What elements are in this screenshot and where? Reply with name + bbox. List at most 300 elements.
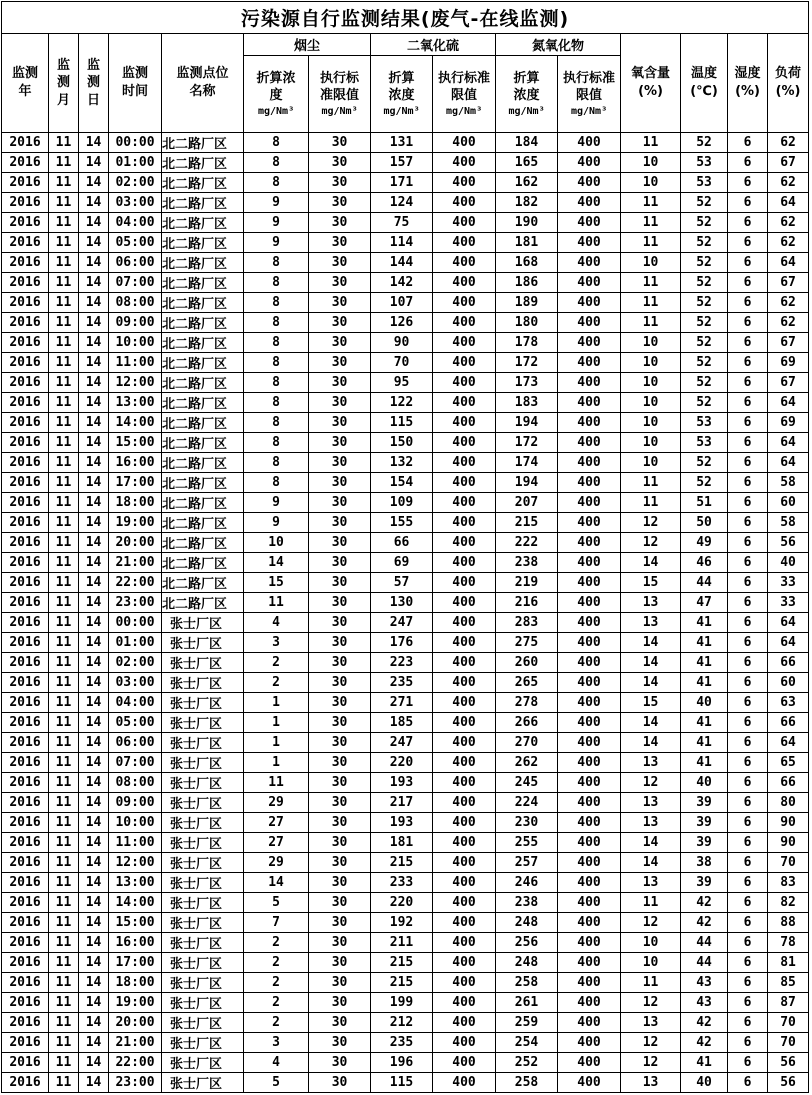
table-row [2, 813, 809, 833]
cell-day: 14 [79, 253, 109, 273]
cell-temp: 52 [681, 233, 728, 253]
cell-so2-limit: 400 [433, 533, 496, 553]
cell-time: 07:00 [109, 753, 162, 773]
cell-so2-limit: 400 [433, 273, 496, 293]
cell-year: 2016 [2, 413, 49, 433]
col-time-header: 监测时间 [109, 34, 162, 133]
cell-month: 11 [49, 793, 79, 813]
col-load-header: 负荷(%) [768, 34, 809, 133]
cell-load: 90 [768, 813, 809, 833]
cell-nox-limit: 400 [558, 653, 621, 673]
cell-site: 张士厂区 [162, 693, 244, 713]
cell-nox-conc: 219 [496, 573, 558, 593]
cell-site: 张士厂区 [162, 793, 244, 813]
cell-dust-conc: 11 [244, 593, 309, 613]
cell-nox-limit: 400 [558, 173, 621, 193]
cell-dust-conc: 1 [244, 753, 309, 773]
cell-nox-conc: 222 [496, 533, 558, 553]
cell-humidity: 6 [728, 533, 768, 553]
cell-time: 22:00 [109, 1053, 162, 1073]
cell-so2-limit: 400 [433, 693, 496, 713]
cell-temp: 53 [681, 413, 728, 433]
cell-day: 14 [79, 573, 109, 593]
cell-year: 2016 [2, 773, 49, 793]
cell-site: 北二路厂区 [162, 153, 244, 173]
cell-nox-limit: 400 [558, 753, 621, 773]
cell-site: 北二路厂区 [162, 293, 244, 313]
cell-dust-limit: 30 [309, 953, 371, 973]
cell-so2-conc: 132 [371, 453, 433, 473]
cell-month: 11 [49, 353, 79, 373]
cell-humidity: 6 [728, 333, 768, 353]
cell-time: 02:00 [109, 173, 162, 193]
cell-year: 2016 [2, 353, 49, 373]
cell-nox-limit: 400 [558, 233, 621, 253]
cell-nox-conc: 207 [496, 493, 558, 513]
cell-time: 04:00 [109, 213, 162, 233]
cell-dust-limit: 30 [309, 1033, 371, 1053]
cell-site: 张士厂区 [162, 913, 244, 933]
table-row [2, 473, 809, 493]
col-day-header: 监测日 [79, 34, 109, 133]
table-row [2, 413, 809, 433]
cell-so2-limit: 400 [433, 433, 496, 453]
cell-humidity: 6 [728, 753, 768, 773]
cell-dust-limit: 30 [309, 493, 371, 513]
cell-so2-limit: 400 [433, 133, 496, 153]
cell-load: 64 [768, 453, 809, 473]
cell-day: 14 [79, 953, 109, 973]
cell-dust-limit: 30 [309, 773, 371, 793]
cell-nox-limit: 400 [558, 333, 621, 353]
cell-dust-limit: 30 [309, 693, 371, 713]
cell-temp: 42 [681, 893, 728, 913]
cell-day: 14 [79, 493, 109, 513]
cell-oxygen: 13 [621, 1013, 681, 1033]
cell-month: 11 [49, 293, 79, 313]
cell-temp: 43 [681, 973, 728, 993]
cell-so2-conc: 142 [371, 273, 433, 293]
cell-nox-conc: 174 [496, 453, 558, 473]
cell-day: 14 [79, 133, 109, 153]
cell-time: 22:00 [109, 573, 162, 593]
cell-load: 70 [768, 1033, 809, 1053]
monitoring-table [1, 1, 809, 1093]
cell-time: 09:00 [109, 313, 162, 333]
cell-humidity: 6 [728, 253, 768, 273]
cell-nox-limit: 400 [558, 1013, 621, 1033]
cell-so2-limit: 400 [433, 473, 496, 493]
cell-so2-limit: 400 [433, 573, 496, 593]
cell-nox-limit: 400 [558, 973, 621, 993]
cell-site: 张士厂区 [162, 633, 244, 653]
cell-temp: 40 [681, 1073, 728, 1093]
cell-nox-conc: 265 [496, 673, 558, 693]
cell-temp: 42 [681, 913, 728, 933]
table-row [2, 713, 809, 733]
cell-so2-conc: 193 [371, 773, 433, 793]
cell-month: 11 [49, 733, 79, 753]
cell-nox-conc: 165 [496, 153, 558, 173]
cell-month: 11 [49, 173, 79, 193]
table-row [2, 573, 809, 593]
cell-nox-limit: 400 [558, 513, 621, 533]
cell-dust-conc: 4 [244, 1053, 309, 1073]
cell-site: 北二路厂区 [162, 133, 244, 153]
cell-nox-limit: 400 [558, 633, 621, 653]
cell-humidity: 6 [728, 773, 768, 793]
cell-day: 14 [79, 453, 109, 473]
cell-oxygen: 11 [621, 493, 681, 513]
cell-load: 90 [768, 833, 809, 853]
cell-month: 11 [49, 853, 79, 873]
cell-oxygen: 15 [621, 693, 681, 713]
cell-month: 11 [49, 973, 79, 993]
cell-site: 张士厂区 [162, 993, 244, 1013]
cell-so2-limit: 400 [433, 1073, 496, 1093]
cell-temp: 53 [681, 153, 728, 173]
cell-so2-limit: 400 [433, 1053, 496, 1073]
cell-so2-conc: 199 [371, 993, 433, 1013]
cell-nox-conc: 258 [496, 1073, 558, 1093]
cell-nox-limit: 400 [558, 553, 621, 573]
cell-nox-conc: 181 [496, 233, 558, 253]
cell-day: 14 [79, 653, 109, 673]
cell-nox-limit: 400 [558, 533, 621, 553]
cell-so2-limit: 400 [433, 333, 496, 353]
cell-so2-limit: 400 [433, 913, 496, 933]
cell-dust-conc: 3 [244, 633, 309, 653]
cell-nox-conc: 283 [496, 613, 558, 633]
cell-time: 06:00 [109, 733, 162, 753]
cell-oxygen: 12 [621, 993, 681, 1013]
cell-dust-conc: 9 [244, 493, 309, 513]
cell-oxygen: 10 [621, 253, 681, 273]
cell-load: 62 [768, 213, 809, 233]
cell-dust-limit: 30 [309, 533, 371, 553]
cell-dust-conc: 4 [244, 613, 309, 633]
cell-humidity: 6 [728, 213, 768, 233]
cell-so2-limit: 400 [433, 193, 496, 213]
cell-nox-conc: 248 [496, 953, 558, 973]
cell-load: 88 [768, 913, 809, 933]
cell-so2-conc: 235 [371, 673, 433, 693]
cell-so2-conc: 271 [371, 693, 433, 713]
cell-load: 56 [768, 1053, 809, 1073]
cell-nox-conc: 275 [496, 633, 558, 653]
cell-dust-conc: 8 [244, 293, 309, 313]
cell-so2-limit: 400 [433, 873, 496, 893]
cell-nox-conc: 261 [496, 993, 558, 1013]
cell-humidity: 6 [728, 233, 768, 253]
cell-time: 02:00 [109, 653, 162, 673]
cell-nox-conc: 180 [496, 313, 558, 333]
cell-oxygen: 14 [621, 673, 681, 693]
cell-so2-conc: 233 [371, 873, 433, 893]
cell-oxygen: 13 [621, 593, 681, 613]
cell-month: 11 [49, 393, 79, 413]
cell-load: 58 [768, 473, 809, 493]
cell-so2-conc: 130 [371, 593, 433, 613]
cell-site: 张士厂区 [162, 713, 244, 733]
cell-site: 北二路厂区 [162, 513, 244, 533]
cell-year: 2016 [2, 993, 49, 1013]
table-row [2, 653, 809, 673]
cell-nox-conc: 215 [496, 513, 558, 533]
cell-nox-conc: 172 [496, 353, 558, 373]
cell-oxygen: 12 [621, 533, 681, 553]
cell-dust-limit: 30 [309, 813, 371, 833]
cell-so2-conc: 75 [371, 213, 433, 233]
cell-dust-limit: 30 [309, 913, 371, 933]
cell-dust-conc: 8 [244, 473, 309, 493]
nox-conc-header [496, 56, 558, 133]
cell-load: 33 [768, 593, 809, 613]
cell-nox-limit: 400 [558, 773, 621, 793]
cell-load: 81 [768, 953, 809, 973]
cell-so2-conc: 176 [371, 633, 433, 653]
table-row [2, 993, 809, 1013]
cell-nox-limit: 400 [558, 493, 621, 513]
cell-humidity: 6 [728, 393, 768, 413]
cell-nox-limit: 400 [558, 593, 621, 613]
cell-so2-limit: 400 [433, 793, 496, 813]
cell-load: 66 [768, 773, 809, 793]
cell-oxygen: 11 [621, 193, 681, 213]
cell-nox-conc: 186 [496, 273, 558, 293]
cell-so2-limit: 400 [433, 413, 496, 433]
cell-site: 北二路厂区 [162, 353, 244, 373]
cell-oxygen: 12 [621, 773, 681, 793]
cell-year: 2016 [2, 453, 49, 473]
cell-temp: 49 [681, 533, 728, 553]
cell-dust-conc: 3 [244, 1033, 309, 1053]
cell-site: 北二路厂区 [162, 253, 244, 273]
cell-year: 2016 [2, 633, 49, 653]
cell-temp: 47 [681, 593, 728, 613]
cell-oxygen: 10 [621, 173, 681, 193]
cell-time: 03:00 [109, 673, 162, 693]
table-row [2, 1073, 809, 1093]
cell-temp: 41 [681, 673, 728, 693]
cell-so2-conc: 109 [371, 493, 433, 513]
cell-humidity: 6 [728, 513, 768, 533]
cell-site: 张士厂区 [162, 653, 244, 673]
cell-oxygen: 14 [621, 713, 681, 733]
cell-load: 80 [768, 793, 809, 813]
cell-year: 2016 [2, 873, 49, 893]
cell-humidity: 6 [728, 893, 768, 913]
cell-dust-conc: 8 [244, 273, 309, 293]
cell-dust-limit: 30 [309, 153, 371, 173]
cell-day: 14 [79, 473, 109, 493]
cell-so2-conc: 171 [371, 173, 433, 193]
cell-year: 2016 [2, 593, 49, 613]
table-row [2, 333, 809, 353]
cell-load: 62 [768, 173, 809, 193]
cell-temp: 52 [681, 193, 728, 213]
cell-dust-limit: 30 [309, 513, 371, 533]
cell-nox-conc: 178 [496, 333, 558, 353]
cell-so2-limit: 400 [433, 553, 496, 573]
cell-dust-limit: 30 [309, 233, 371, 253]
cell-month: 11 [49, 513, 79, 533]
cell-dust-conc: 10 [244, 533, 309, 553]
cell-oxygen: 10 [621, 413, 681, 433]
cell-nox-conc: 224 [496, 793, 558, 813]
cell-day: 14 [79, 833, 109, 853]
cell-day: 14 [79, 993, 109, 1013]
cell-site: 张士厂区 [162, 613, 244, 633]
cell-so2-limit: 400 [433, 293, 496, 313]
cell-time: 17:00 [109, 473, 162, 493]
cell-month: 11 [49, 913, 79, 933]
cell-day: 14 [79, 773, 109, 793]
col-month-header: 监测月 [49, 34, 79, 133]
cell-time: 11:00 [109, 353, 162, 373]
cell-nox-limit: 400 [558, 853, 621, 873]
cell-month: 11 [49, 1053, 79, 1073]
cell-year: 2016 [2, 293, 49, 313]
cell-humidity: 6 [728, 653, 768, 673]
cell-time: 10:00 [109, 333, 162, 353]
cell-dust-conc: 5 [244, 1073, 309, 1093]
cell-time: 21:00 [109, 553, 162, 573]
cell-site: 张士厂区 [162, 733, 244, 753]
cell-dust-limit: 30 [309, 753, 371, 773]
cell-so2-conc: 66 [371, 533, 433, 553]
cell-humidity: 6 [728, 813, 768, 833]
cell-so2-conc: 212 [371, 1013, 433, 1033]
dust-limit-label: 执行标准限值 [320, 70, 360, 104]
cell-month: 11 [49, 633, 79, 653]
table-row [2, 173, 809, 193]
cell-oxygen: 11 [621, 133, 681, 153]
cell-oxygen: 11 [621, 893, 681, 913]
cell-month: 11 [49, 413, 79, 433]
cell-temp: 52 [681, 453, 728, 473]
cell-so2-limit: 400 [433, 513, 496, 533]
cell-dust-limit: 30 [309, 733, 371, 753]
cell-year: 2016 [2, 273, 49, 293]
cell-nox-conc: 266 [496, 713, 558, 733]
cell-month: 11 [49, 593, 79, 613]
cell-nox-conc: 162 [496, 173, 558, 193]
cell-dust-limit: 30 [309, 593, 371, 613]
cell-time: 16:00 [109, 933, 162, 953]
cell-nox-conc: 230 [496, 813, 558, 833]
cell-month: 11 [49, 553, 79, 573]
cell-time: 17:00 [109, 953, 162, 973]
cell-so2-limit: 400 [433, 1033, 496, 1053]
cell-dust-conc: 1 [244, 733, 309, 753]
cell-oxygen: 11 [621, 973, 681, 993]
cell-year: 2016 [2, 493, 49, 513]
cell-so2-conc: 122 [371, 393, 433, 413]
table-row [2, 253, 809, 273]
cell-dust-limit: 30 [309, 393, 371, 413]
cell-dust-conc: 8 [244, 393, 309, 413]
cell-nox-conc: 270 [496, 733, 558, 753]
cell-dust-limit: 30 [309, 553, 371, 573]
cell-year: 2016 [2, 193, 49, 213]
cell-dust-limit: 30 [309, 873, 371, 893]
cell-year: 2016 [2, 133, 49, 153]
cell-year: 2016 [2, 693, 49, 713]
cell-humidity: 6 [728, 1073, 768, 1093]
cell-temp: 42 [681, 1013, 728, 1033]
cell-month: 11 [49, 213, 79, 233]
col-temp-header: 温度(℃) [681, 34, 728, 133]
cell-day: 14 [79, 553, 109, 573]
cell-dust-limit: 30 [309, 793, 371, 813]
cell-nox-conc: 238 [496, 553, 558, 573]
cell-site: 北二路厂区 [162, 193, 244, 213]
cell-year: 2016 [2, 673, 49, 693]
cell-year: 2016 [2, 533, 49, 553]
cell-temp: 52 [681, 253, 728, 273]
cell-oxygen: 12 [621, 1053, 681, 1073]
cell-dust-conc: 14 [244, 553, 309, 573]
cell-time: 19:00 [109, 993, 162, 1013]
cell-temp: 52 [681, 293, 728, 313]
cell-dust-limit: 30 [309, 453, 371, 473]
cell-humidity: 6 [728, 553, 768, 573]
cell-oxygen: 11 [621, 313, 681, 333]
cell-site: 张士厂区 [162, 773, 244, 793]
cell-time: 00:00 [109, 133, 162, 153]
cell-year: 2016 [2, 1013, 49, 1033]
cell-month: 11 [49, 453, 79, 473]
cell-day: 14 [79, 813, 109, 833]
cell-so2-limit: 400 [433, 813, 496, 833]
cell-load: 58 [768, 513, 809, 533]
table-row [2, 533, 809, 553]
cell-month: 11 [49, 873, 79, 893]
cell-dust-conc: 8 [244, 313, 309, 333]
cell-temp: 38 [681, 853, 728, 873]
cell-oxygen: 10 [621, 393, 681, 413]
cell-month: 11 [49, 373, 79, 393]
so2-limit-header [433, 56, 496, 133]
cell-dust-limit: 30 [309, 293, 371, 313]
cell-temp: 44 [681, 573, 728, 593]
cell-so2-limit: 400 [433, 213, 496, 233]
cell-temp: 46 [681, 553, 728, 573]
cell-time: 01:00 [109, 633, 162, 653]
cell-year: 2016 [2, 733, 49, 753]
cell-humidity: 6 [728, 493, 768, 513]
table-row [2, 393, 809, 413]
col-humidity-header: 湿度(%) [728, 34, 768, 133]
cell-so2-conc: 114 [371, 233, 433, 253]
cell-site: 北二路厂区 [162, 473, 244, 493]
cell-load: 66 [768, 713, 809, 733]
cell-oxygen: 11 [621, 293, 681, 313]
cell-load: 67 [768, 333, 809, 353]
cell-year: 2016 [2, 213, 49, 233]
cell-nox-limit: 400 [558, 873, 621, 893]
so2-limit-unit: mg/Nm³ [445, 105, 483, 117]
cell-so2-limit: 400 [433, 753, 496, 773]
cell-nox-limit: 400 [558, 933, 621, 953]
cell-so2-limit: 400 [433, 373, 496, 393]
cell-dust-conc: 8 [244, 253, 309, 273]
cell-dust-conc: 8 [244, 373, 309, 393]
cell-dust-conc: 8 [244, 333, 309, 353]
cell-site: 北二路厂区 [162, 493, 244, 513]
cell-month: 11 [49, 313, 79, 333]
